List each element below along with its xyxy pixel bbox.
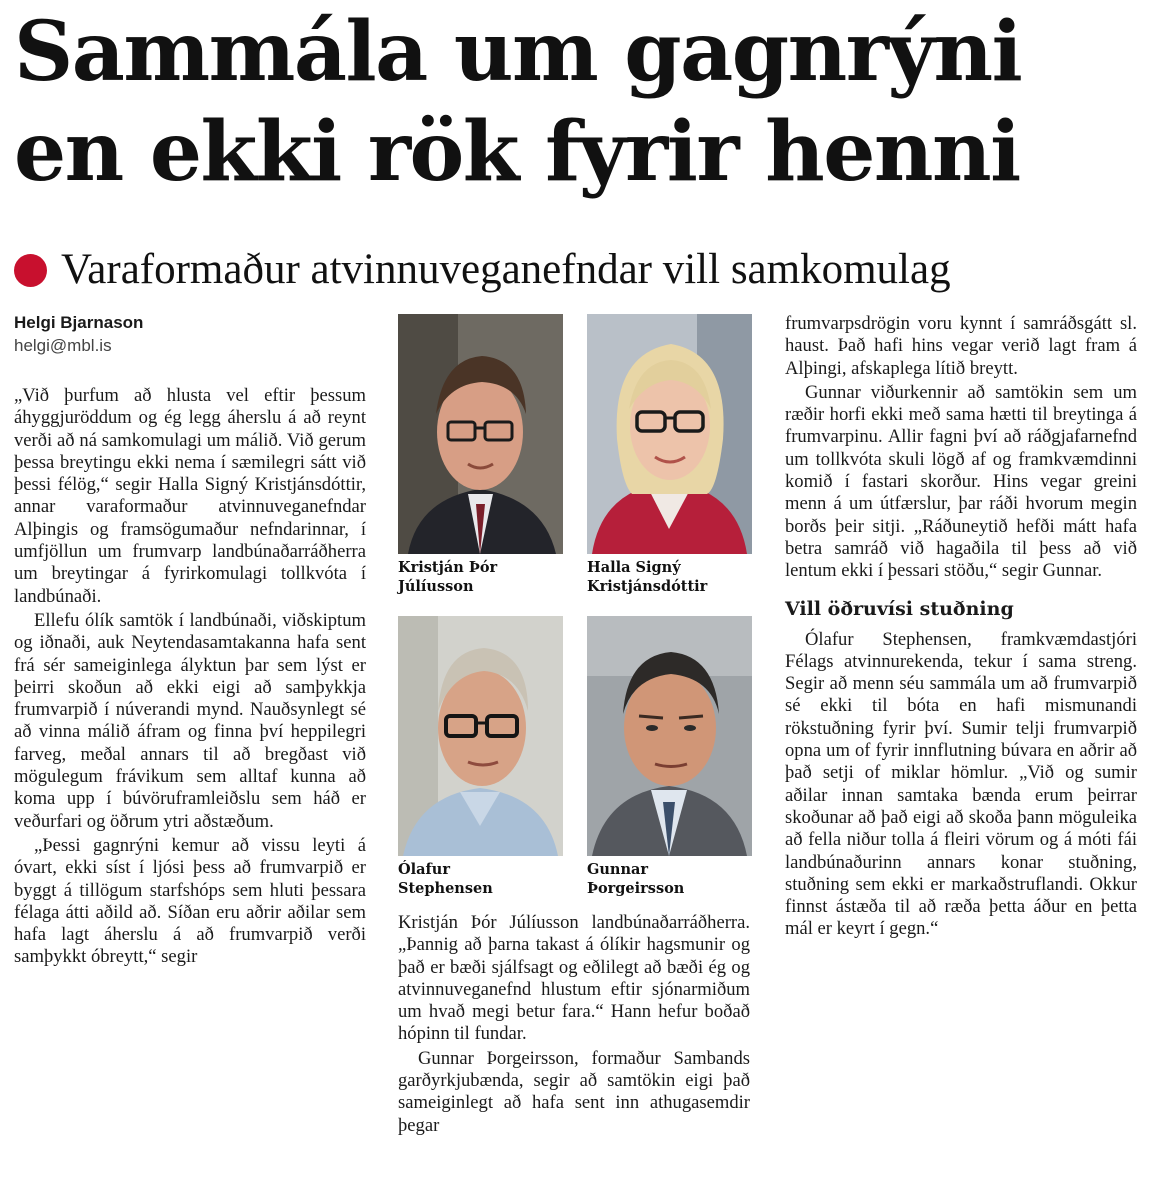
photo-caption: Ólafur Stephensen — [398, 861, 493, 897]
paragraph: „Við þurfum að hlusta vel eftir þessum áhyggjuröddum og ég legg áherslu á að reynt verði að ná samkomulagi um málið. Við gerum þessa breytingu ekki nema í sæmilegri sátt við þessi félög,“ segir Halla Signý Kristjánsdóttir, annar varaformaður atvinnuveganefndar Alþingis og framsögumaður nefndarinnar, í umfjöllun um frumvarp landbúnaðarráðherra um breytingar á fyrirkomulagi tollkvóta í landbúnaði. — [14, 385, 366, 607]
author-email[interactable]: helgi@mbl.is — [14, 336, 112, 355]
headline-line-2: en ekki rök fyrir henni — [14, 104, 1020, 200]
paragraph: Gunnar viðurkennir að samtökin sem um ræðir horfi ekki með sama hætti til breytinga á frumvarpinu. Allir fagni því að ráðgjafarnefnd um tollkvóta skuli lögð af og framkvæmdinni komið í fastari skorður. Hins vegar greini menn á um útfærslur, þar ráði hvorum megin borðs þeir sitji. „Ráðuneytið hefði mátt hafa betra samráð við hagaðila til þess að við lentum ekki í þessari stöðu,“ segir Gunnar. — [785, 381, 1137, 582]
paragraph: „Þessi gagnrýni kemur að vissu leyti á óvart, ekki síst í ljósi þess að frumvarpið er byggt á tillögum starfshóps sem hluti þessara félaga átti aðild að. Síðan eru aðrir aðilar sem hafa lagt áherslu á að frumvarpið verði samþykkt óbreytt,“ segir — [14, 834, 366, 968]
paragraph: Kristján Þór Júlíusson landbúnaðarráðherra. „Þannig að þarna takast á ólíkir hagsmunir og það er bæði sjálfsagt og eðlilegt að bæði ég og atvinnuveganefnd hlustum eftir sjónarmiðum um hvað megi betur fara.“ Hann hefur boðað hópinn til fundar. — [398, 912, 750, 1045]
portrait-photo-kristjan — [398, 314, 563, 554]
author-name: Helgi Bjarnason — [14, 313, 144, 332]
article-column-2 — [398, 912, 750, 1137]
byline — [14, 312, 143, 358]
portrait-photo-olafur — [398, 616, 563, 856]
photo-caption: Kristján Þór Júlíusson — [398, 559, 498, 595]
subheadline — [14, 240, 1144, 300]
section-subheading: Vill öðruvísi stuðning — [785, 597, 1014, 620]
article-column-3 — [785, 313, 1137, 941]
headline — [14, 2, 1144, 202]
paragraph: Ellefu ólík samtök í landbúnaði, viðskiptum og iðnaði, auk Neytendasamtakanna hafa sent frá sér sameiginlega ályktun þar sem lýst er þeirri skoðun að ekki eigi að samþykkja frumvarpið í núverandi mynd. Nauðsynlegt sé að vinna málið áfram og finna því heppilegri farveg, meðal annars til að bregðast við mögulegum frávikum sem alltaf kunna að koma upp í búvöruframleiðslu sem háð er veðurfari og öðrum ytri aðstæðum. — [14, 609, 366, 832]
headline-line-1: Sammála um gagnrýni — [14, 4, 1022, 100]
photo-caption: Gunnar Þorgeirsson — [587, 861, 685, 897]
red-bullet-icon — [14, 254, 47, 287]
paragraph: Gunnar Þorgeirsson, formaður Sambands garðyrkjubænda, segir að samtökin eigi það sameiginlegt að hafa sent inn athugasemdir þegar — [398, 1047, 750, 1136]
paragraph: frumvarpsdrögin voru kynnt í samráðsgátt sl. haust. Það hafi hins vegar verið lagt fram á Alþingi, afskaplega lítið breytt. — [785, 313, 1137, 379]
photo-caption: Halla Signý Kristjánsdóttir — [587, 559, 708, 595]
article-column-1 — [14, 385, 366, 969]
portrait-photo-gunnar — [587, 616, 752, 856]
portrait-photo-halla — [587, 314, 752, 554]
subheadline-text: Varaformaður atvinnuveganefndar vill samkomulag — [61, 246, 951, 293]
paragraph: Ólafur Stephensen, framkvæmdastjóri Félags atvinnurekenda, tekur í sama streng. Segir að menn séu sammála um að frumvarpið sé ekki til bóta en hafi mismunandi rökstuðning fyrir því. Sumir telji frumvarpið opna um of fyrir innflutning búvara en aðrir að það setji of miklar hömlur. „Við og sumir aðilar innan samtaka bænda erum þeirrar skoðunar að það eigi að skoða þann möguleika að fella niður tolla á fleiri vörum og á móti fái landbúnaðurinn annars konar stuðning, stuðning sem ekki er markaðstruflandi. Okkur finnst ástæða til að ræða þetta áður en þetta mál er keyrt í gegn.“ — [785, 628, 1137, 940]
